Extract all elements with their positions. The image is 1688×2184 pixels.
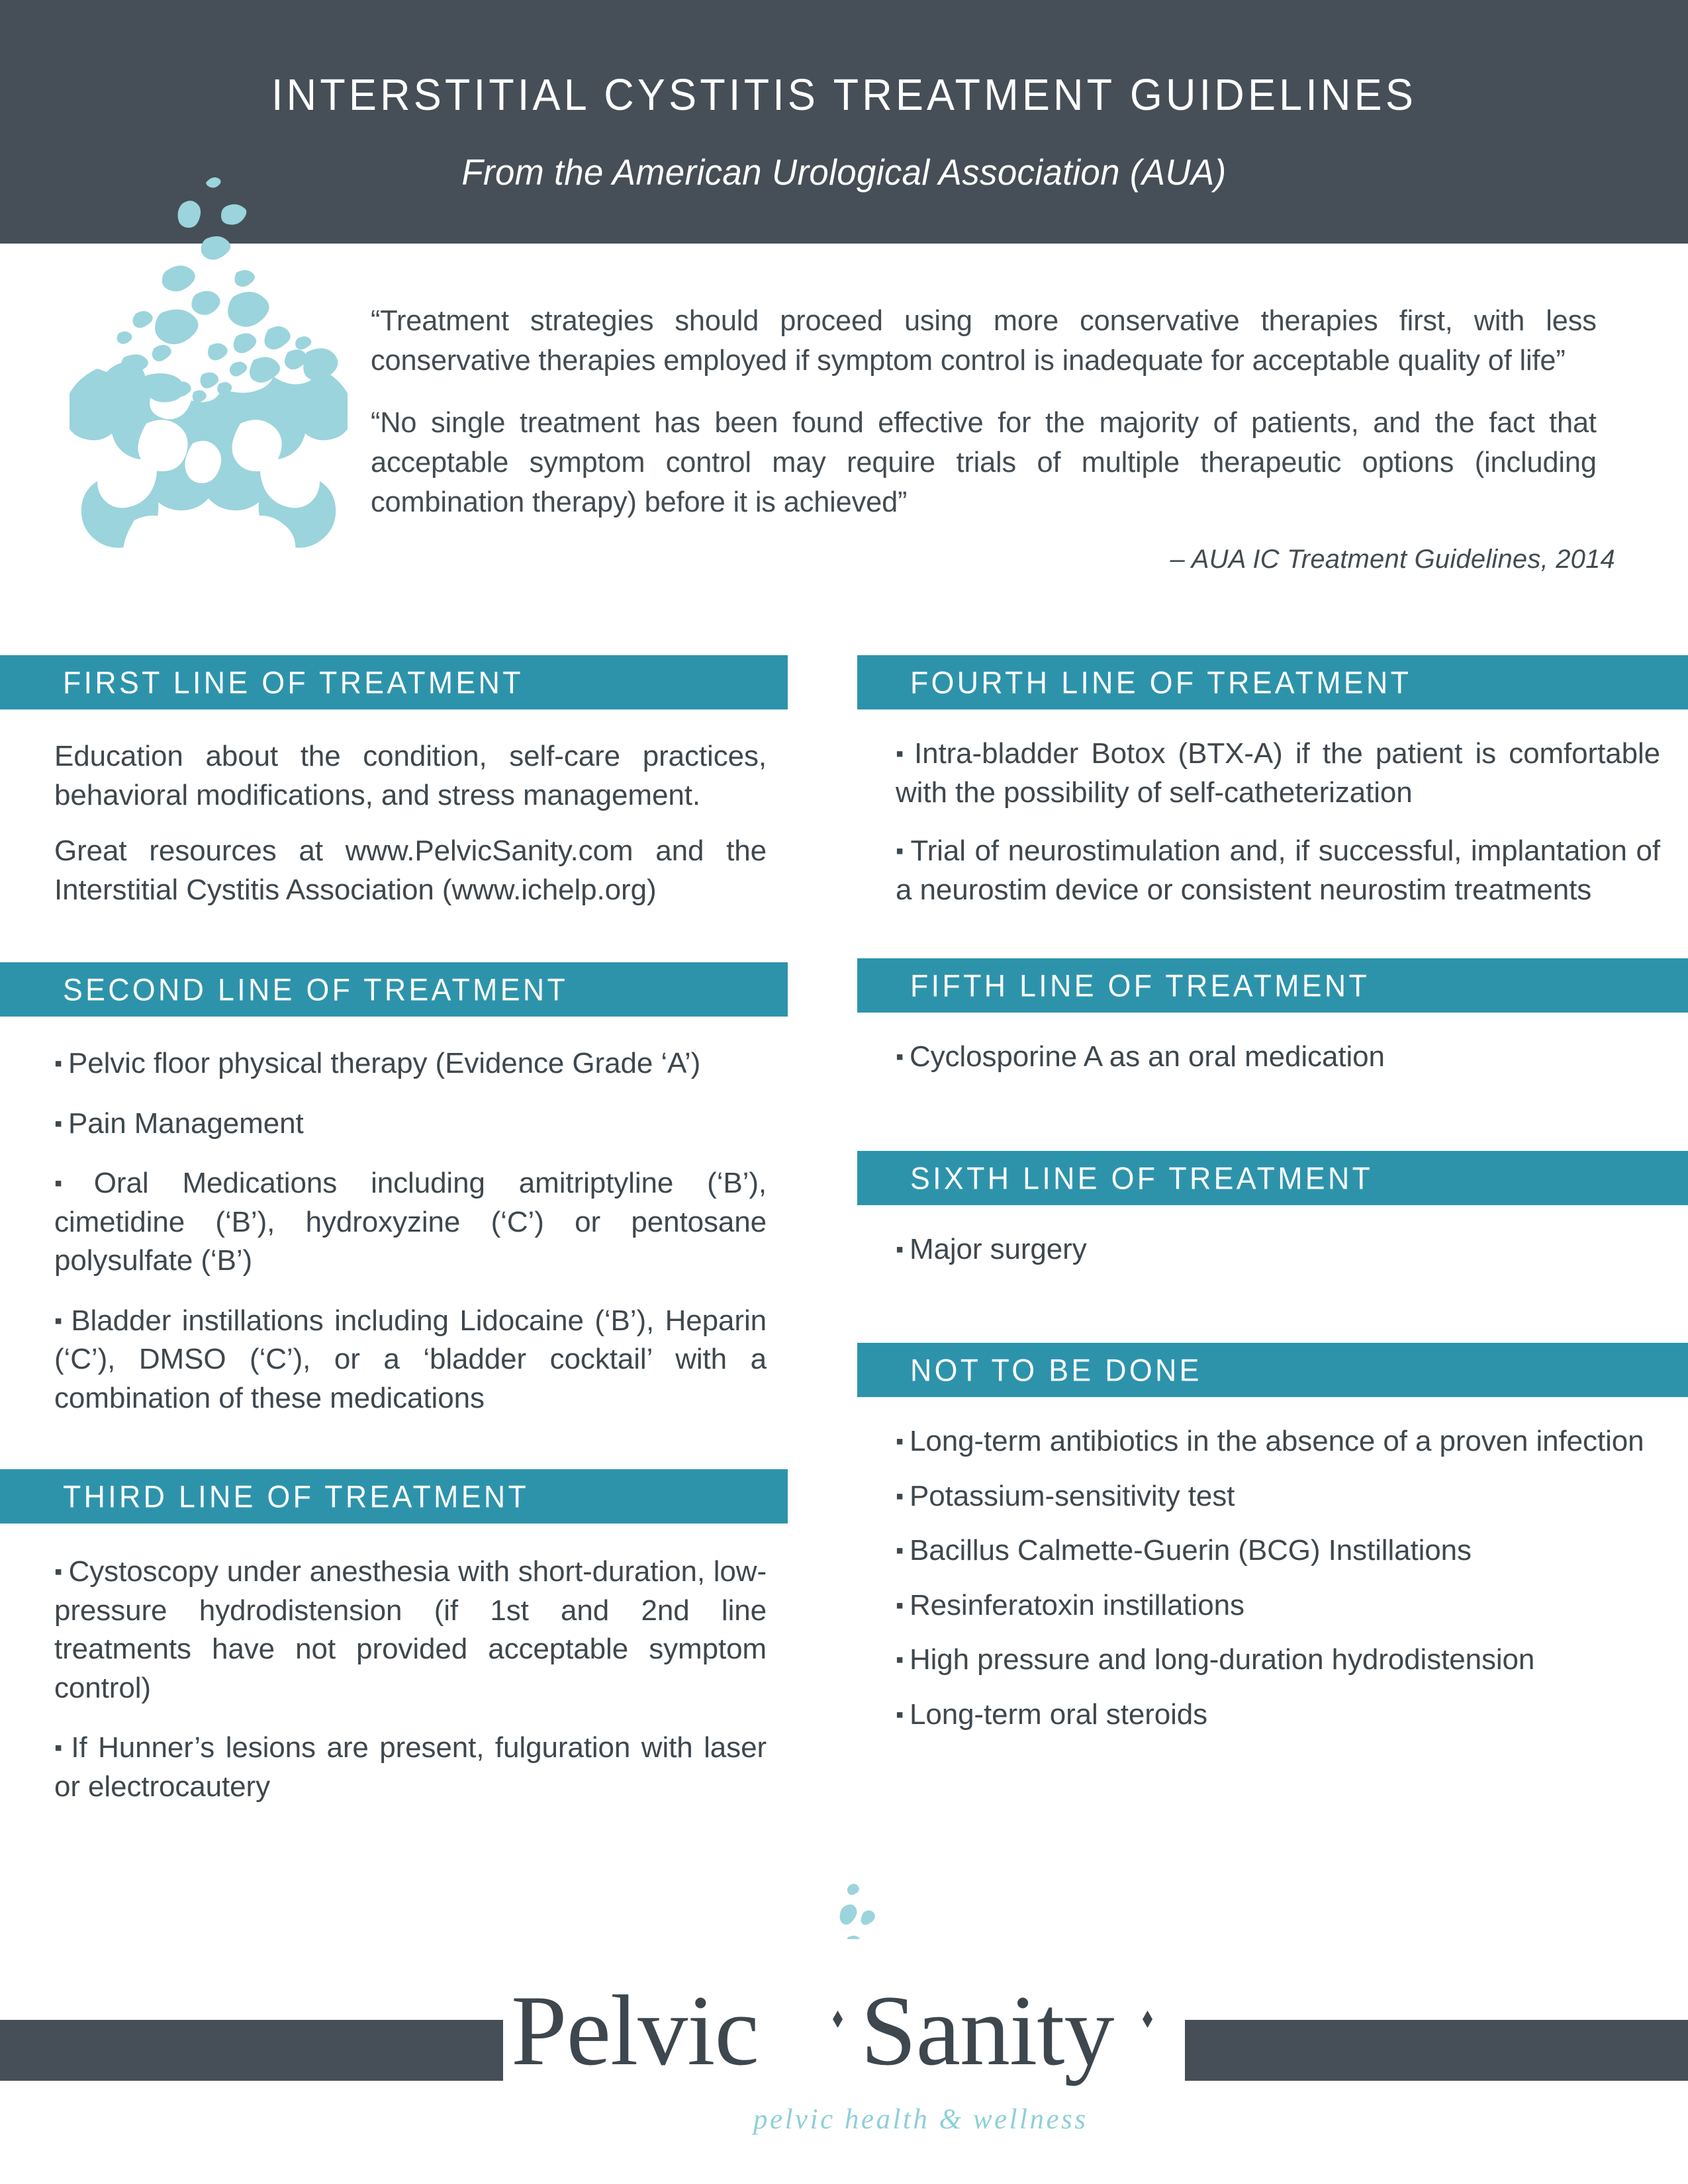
list-item (896, 1641, 1660, 1680)
list-item (896, 735, 1660, 812)
quote-paragraph-1: “Treatment strategies should proceed using more conservative therapies first, with less conservative therapies employed if symptom control is inadequate for acceptable quality of life” (371, 304, 1597, 377)
footer-rule-left (0, 2020, 503, 2081)
bullet-icon: ▪ (896, 741, 908, 766)
logo-word-sanity: Sanity (861, 1975, 1114, 2086)
list-item (896, 1422, 1660, 1461)
bullet-icon: ▪ (54, 1171, 88, 1197)
page-title: INTERSTITIAL CYSTITIS TREATMENT GUIDELINES (271, 70, 1417, 120)
section-header-bar-fourth (857, 655, 1688, 709)
section-header-bar-sixth (857, 1151, 1688, 1205)
list-item (896, 1696, 1660, 1735)
logo-diamond-left-icon (833, 2011, 843, 2028)
list-item-label: Potassium-sensitivity test (909, 1479, 1235, 1512)
list-item-label: Long-term oral steroids (909, 1698, 1208, 1731)
section-heading-fourth: FOURTH LINE OF TREATMENT (910, 664, 1412, 700)
first-paragraph-2: Great resources at www.PelvicSanity.com and the Interstitial Cystitis Association (www.ichelp.org) (54, 835, 767, 906)
list-item-label: If Hunner’s lesions are present, fulguration with laser or electrocautery (54, 1731, 767, 1803)
section-third-line (0, 1469, 788, 1806)
section-header-bar-fifth (857, 958, 1688, 1013)
list-item (896, 1038, 1660, 1077)
list-item (896, 1477, 1660, 1516)
list-item (54, 1044, 767, 1083)
section-fifth-line (857, 958, 1688, 1077)
section-heading-not-to-be-done: NOT TO BE DONE (910, 1352, 1202, 1388)
list-item (896, 1586, 1660, 1625)
section-not-to-be-done (857, 1343, 1688, 1734)
section-heading-third: THIRD LINE OF TREATMENT (63, 1479, 530, 1514)
list-item (54, 1553, 767, 1707)
page-subtitle: From the American Urological Association (AUA) (461, 152, 1227, 193)
list-item-label: Major surgery (909, 1232, 1087, 1265)
bullet-icon: ▪ (54, 1051, 62, 1077)
bullet-icon: ▪ (896, 1592, 904, 1618)
list-item (54, 1302, 767, 1418)
list-item (54, 1729, 767, 1806)
list-item (896, 1230, 1660, 1269)
bullet-icon: ▪ (896, 1236, 904, 1262)
bullet-icon: ▪ (896, 1647, 904, 1673)
section-fourth-line (857, 655, 1688, 909)
bullet-icon: ▪ (896, 839, 905, 864)
list-item-label: Long-term antibiotics in the absence of a proven infection (909, 1425, 1644, 1458)
logo-word-pelvic: Pelvic (511, 1975, 759, 2086)
bullet-icon: ▪ (896, 1044, 904, 1070)
list-item-label: Trial of neurostimulation and, if successful, implantation of a neurostim device or consistent neurostim treatments (896, 835, 1661, 906)
list-item-label: Oral Medications including amitriptyline (‘B’), cimetidine (‘B’), hydroxyzine (‘C’) or pentosane polysulfate (‘B’) (54, 1167, 767, 1277)
bullet-icon: ▪ (896, 1702, 904, 1727)
bullet-icon: ▪ (54, 1735, 66, 1761)
list-item-label: Pain Management (68, 1107, 304, 1140)
quote-block (371, 301, 1615, 574)
list-item-label: Bacillus Calmette-Guerin (BCG) Instillations (909, 1534, 1472, 1567)
list-item (896, 832, 1660, 909)
list-item-label: Resinferatoxin instillations (909, 1588, 1244, 1621)
pelvic-sanity-logo (503, 1939, 1185, 2184)
list-item-label: High pressure and long-duration hydrodistension (909, 1643, 1535, 1676)
bullet-icon: ▪ (54, 1111, 62, 1136)
list-item-label: Cyclosporine A as an oral medication (909, 1040, 1385, 1073)
section-second-line (0, 962, 788, 1418)
logo-tagline: pelvic health & wellness (753, 2104, 1088, 2135)
bullet-icon: ▪ (54, 1559, 63, 1585)
section-header-bar-not-to-be-done (857, 1343, 1688, 1397)
section-header-bar-second (0, 962, 788, 1017)
bullet-icon: ▪ (896, 1483, 904, 1509)
list-item-label: Cystoscopy under anesthesia with short-duration, low-pressure hydrodistension (if 1st and 2nd line treatments have not provided acceptable symptom control) (54, 1555, 767, 1704)
first-paragraph-1: Education about the condition, self-care practices, behavioral modifications, and stress management. (54, 740, 767, 811)
section-header-bar-third (0, 1469, 788, 1524)
section-first-line (0, 655, 788, 909)
quote-paragraph-2: “No single treatment has been found effective for the majority of patients, and the fact that acceptable symptom control may require trials of multiple therapeutic options (including combination therapy) before it is achieved” (371, 406, 1597, 519)
section-header-bar-first (0, 655, 788, 709)
logo-diamond-right-icon (1143, 2011, 1152, 2028)
section-heading-sixth: SIXTH LINE OF TREATMENT (910, 1160, 1374, 1196)
footer-rule-right (1185, 2020, 1688, 2081)
section-sixth-line (857, 1151, 1688, 1269)
bullet-icon: ▪ (896, 1538, 904, 1564)
left-column (0, 655, 788, 1806)
section-heading-second: SECOND LINE OF TREATMENT (63, 972, 569, 1007)
list-item (54, 1164, 767, 1281)
list-item-label: Intra-bladder Botox (BTX-A) if the patient is comfortable with the possibility of self-catheterization (896, 737, 1660, 809)
section-heading-fifth: FIFTH LINE OF TREATMENT (910, 968, 1370, 1003)
section-heading-first: FIRST LINE OF TREATMENT (63, 664, 524, 700)
list-item-label: Bladder instillations including Lidocaine (‘B’), Heparin (‘C’), DMSO (‘C’), or a ‘bladder cocktail’ with a combination of these medications (54, 1304, 767, 1414)
list-item (54, 1105, 767, 1144)
list-item (896, 1531, 1660, 1570)
right-column (857, 655, 1688, 1734)
list-item-label: Pelvic floor physical therapy (Evidence Grade ‘A’) (68, 1047, 701, 1080)
bullet-icon: ▪ (54, 1308, 66, 1334)
bullet-icon: ▪ (896, 1429, 904, 1455)
quote-attribution: – AUA IC Treatment Guidelines, 2014 (1170, 545, 1615, 574)
pelvis-illustration-icon (70, 159, 348, 589)
